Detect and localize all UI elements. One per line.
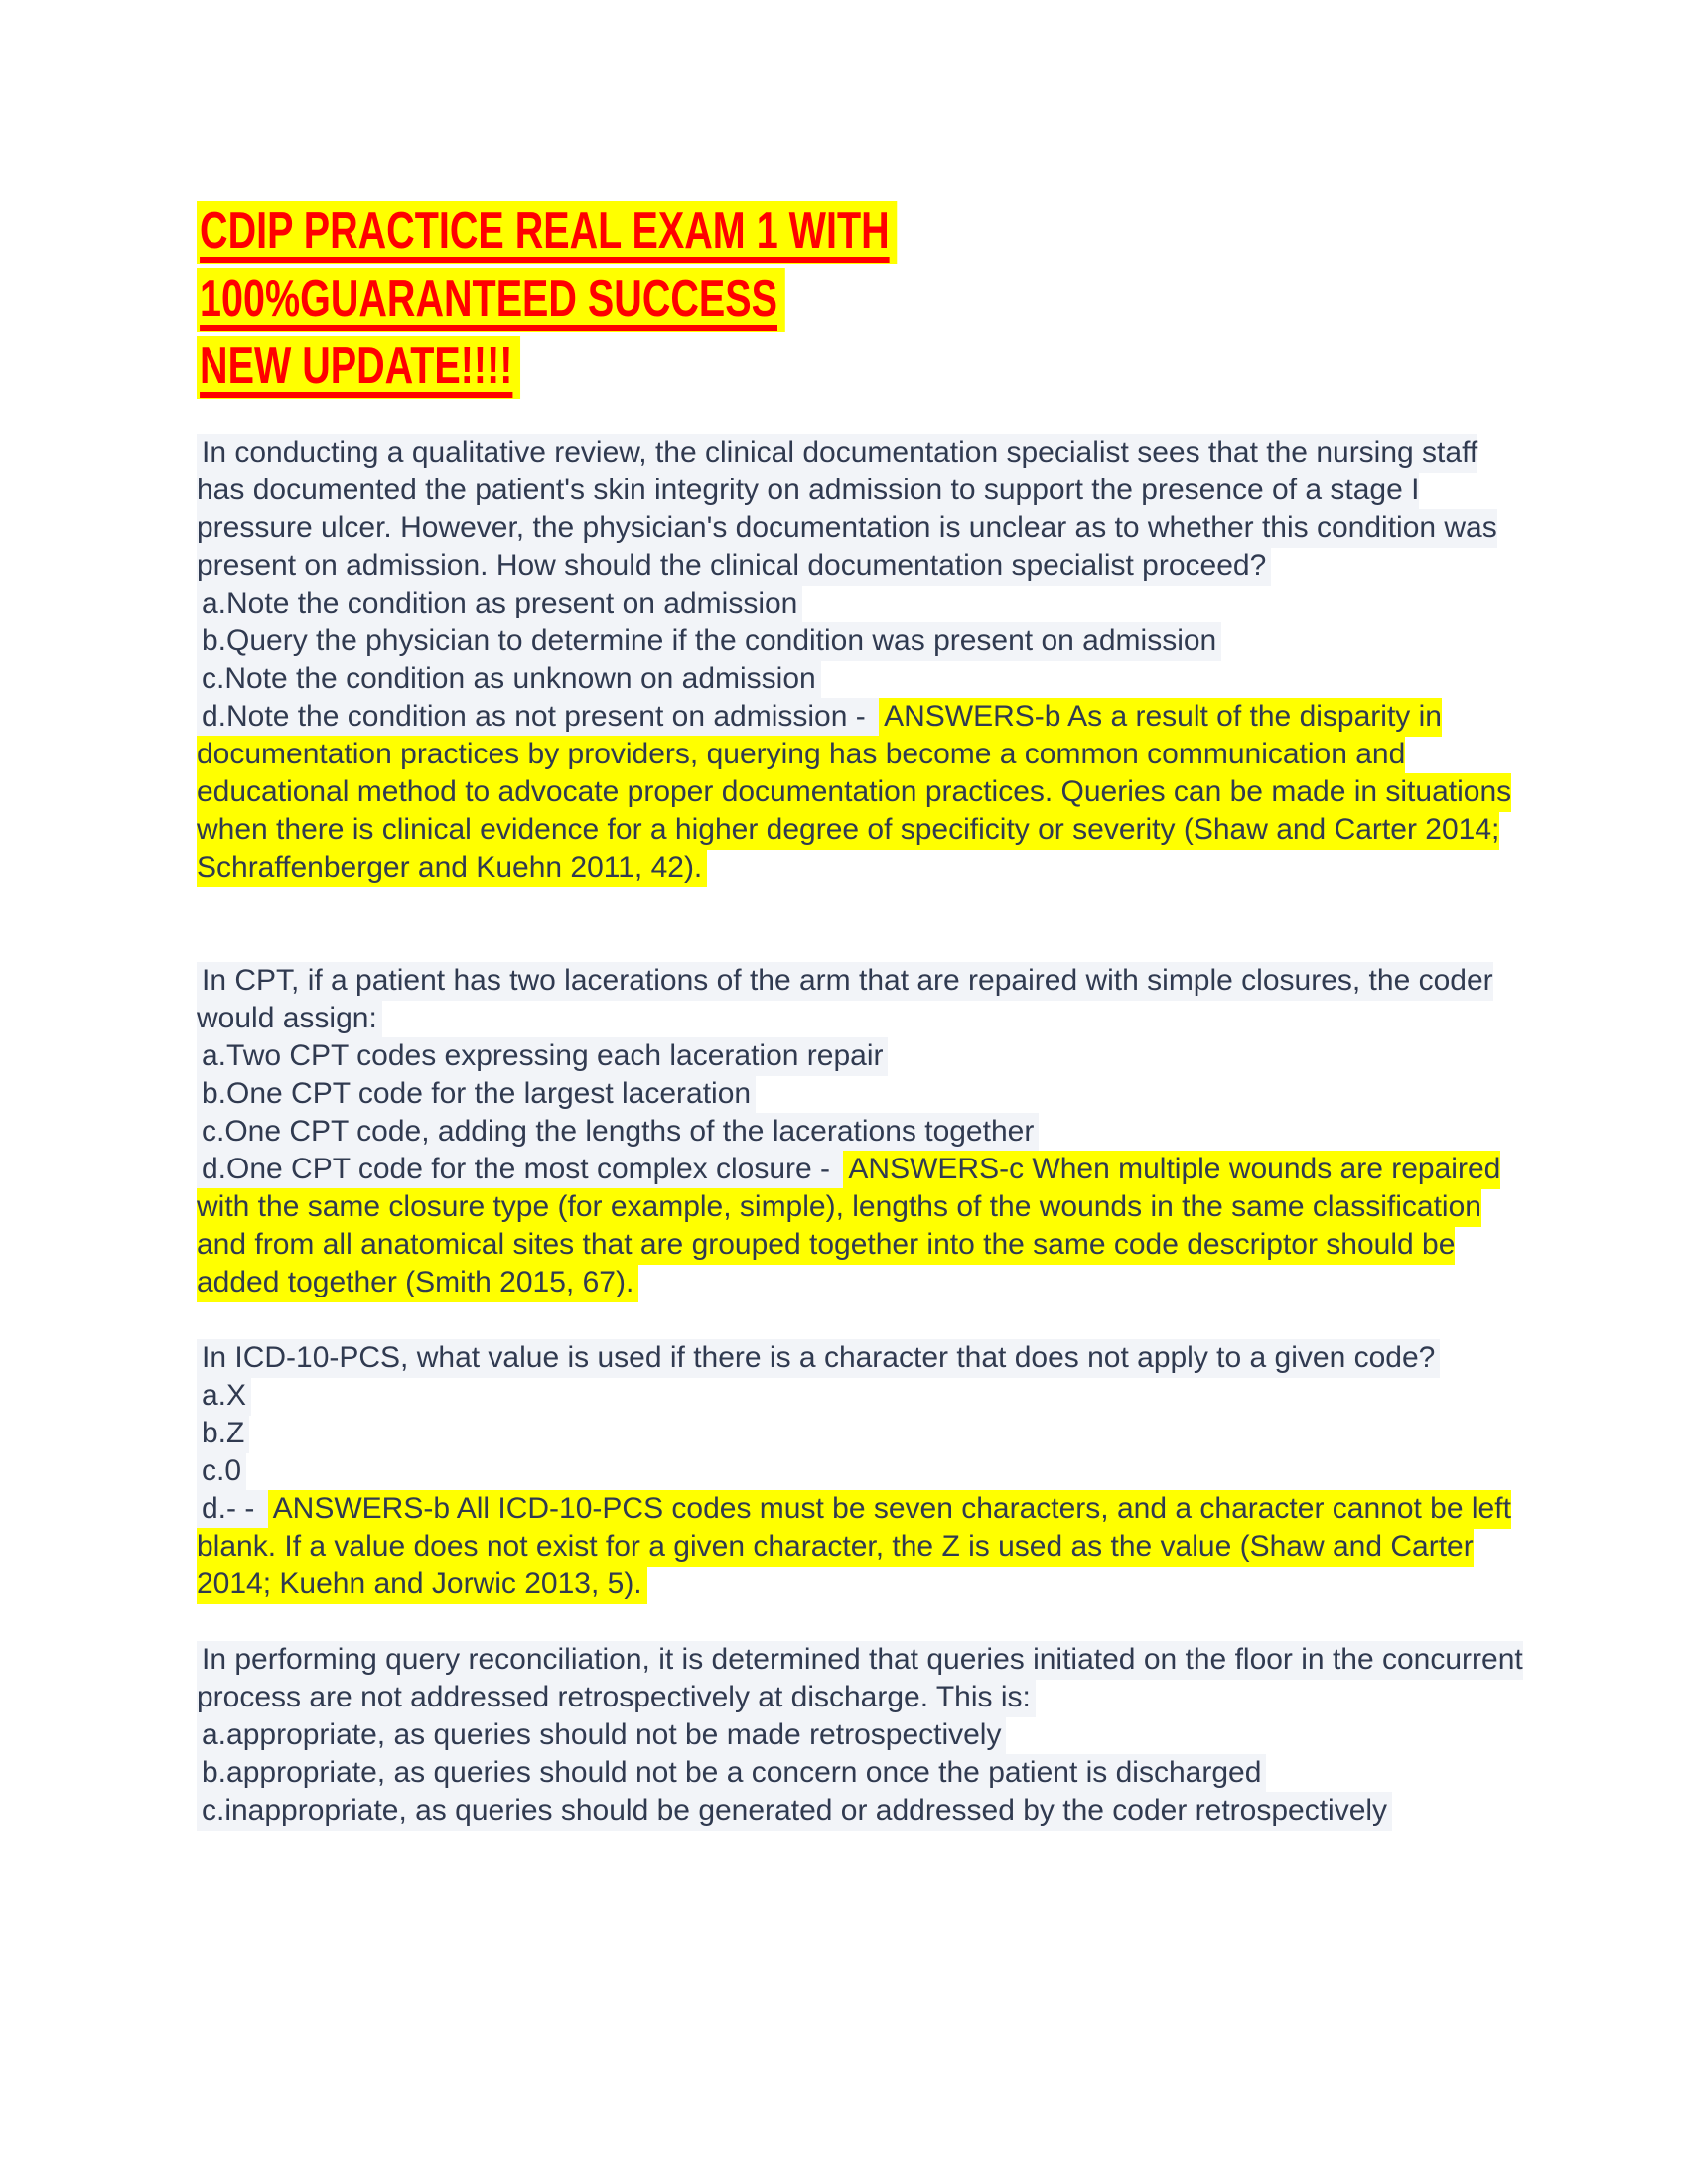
question-text: c.inappropriate, as queries should be generated or addressed by the coder retrospectively <box>197 1792 1392 1831</box>
qa-blocks <box>197 434 1527 1830</box>
title-line-1: CDIP PRACTICE REAL EXAM 1 WITH <box>197 201 897 264</box>
question-text: b.One CPT code for the largest laceration <box>197 1075 756 1114</box>
question-text: c.Note the condition as unknown on admission <box>197 660 821 699</box>
question-text: In conducting a qualitative review, the clinical documentation specialist sees that the nursing staff has documented the patient's skin integrity on admission to support the presence of a stage I pressure ulcer. However, the physician's documentation is unclear as to whether this condition was present on admission. How should the clinical documentation specialist proceed? <box>197 434 1497 586</box>
question-text: d.Note the condition as not present on admission - <box>197 698 879 737</box>
question-text: a.Two CPT codes expressing each laceration repair <box>197 1037 888 1076</box>
title-line-2: 100%GUARANTEED SUCCESS <box>197 268 785 332</box>
question-text: In performing query reconciliation, it is determined that queries initiated on the floor in the concurrent process are not addressed retrospectively at discharge. This is: <box>197 1641 1523 1717</box>
question-text: c.0 <box>197 1452 246 1491</box>
document-title <box>197 198 1331 400</box>
answer-highlight: ANSWERS-b As a result of the disparity in documentation practices by providers, querying has become a common communication and educational method to advocate proper documentation practices. Queries can be made in situations when there is clinical evidence for a higher degree of specificity or severity (Shaw and Carter 2014; Schraffenberger and Kuehn 2011, 42). <box>197 698 1511 887</box>
question-text: In ICD-10-PCS, what value is used if there is a character that does not apply to a given code? <box>197 1339 1440 1378</box>
qa-block <box>197 962 1527 1301</box>
question-text: In CPT, if a patient has two lacerations of the arm that are repaired with simple closures, the coder would assign: <box>197 962 1493 1038</box>
question-text: a.appropriate, as queries should not be made retrospectively <box>197 1716 1006 1755</box>
question-text: b.Query the physician to determine if the condition was present on admission <box>197 622 1221 661</box>
question-text: d.One CPT code for the most complex closure - <box>197 1151 843 1189</box>
question-text: a.X <box>197 1377 251 1416</box>
qa-block <box>197 1641 1527 1830</box>
answer-highlight: ANSWERS-c When multiple wounds are repaired with the same closure type (for example, simple), lengths of the wounds in the same classification and from all anatomical sites that are grouped together into the same code descriptor should be added together (Smith 2015, 67). <box>197 1151 1500 1302</box>
title-line-3: NEW UPDATE!!!! <box>197 336 520 399</box>
question-text: b.appropriate, as queries should not be a concern once the patient is discharged <box>197 1754 1266 1793</box>
question-text: d.- - <box>197 1490 268 1529</box>
question-text: b.Z <box>197 1415 249 1453</box>
qa-block <box>197 434 1527 887</box>
qa-block <box>197 1339 1527 1603</box>
question-text: a.Note the condition as present on admission <box>197 585 802 623</box>
question-text: c.One CPT code, adding the lengths of the lacerations together <box>197 1113 1039 1152</box>
answer-highlight: ANSWERS-b All ICD-10-PCS codes must be seven characters, and a character cannot be left blank. If a value does not exist for a given character, the Z is used as the value (Shaw and Carter 2014; Kuehn and Jorwic 2013, 5). <box>197 1490 1511 1604</box>
